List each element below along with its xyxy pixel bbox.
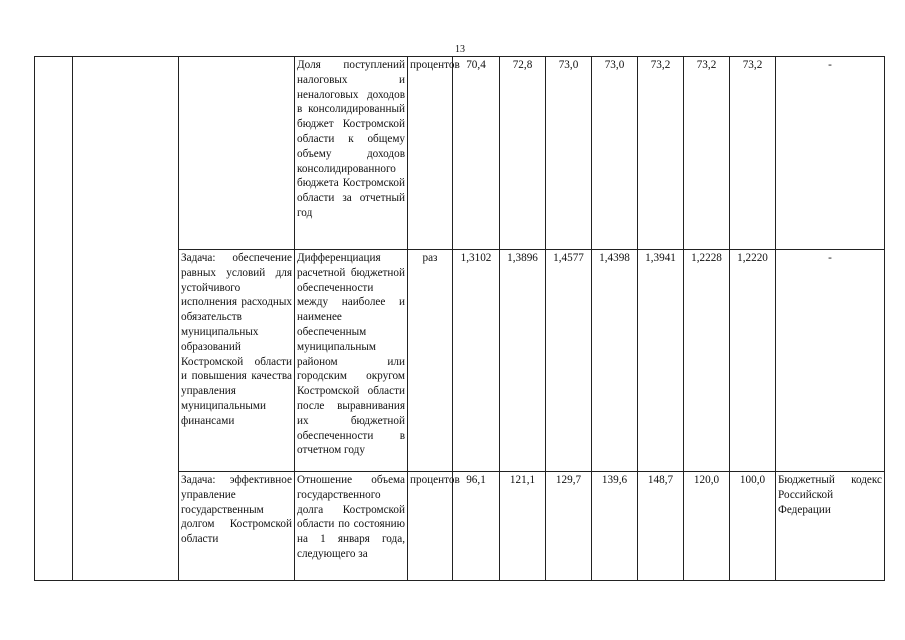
indicator-cell: Дифференциация расчетной бюджетной обеспеченности между наиболее и наименее обеспеченным муниципальным районом или городским округом Костромской области после выравнивания их бюджетной обеспеченности в отчетном году <box>295 250 408 472</box>
unit-cell: процентов <box>408 57 453 250</box>
value-cell: 1,3102 <box>453 250 500 472</box>
value-cell: 73,2 <box>638 57 684 250</box>
value-cell: 1,3896 <box>500 250 546 472</box>
indicator-cell: Отношение объема государственного долга Костромской области по состоянию на 1 января года, следующего за <box>295 472 408 581</box>
task-cell: Задача: эффективное управление государственным долгом Костромской области <box>179 472 295 581</box>
value-cell: 73,0 <box>592 57 638 250</box>
value-cell: 148,7 <box>638 472 684 581</box>
value-cell: 100,0 <box>730 472 776 581</box>
task-cell: Задача: обеспечение равных условий для устойчивого исполнения расходных обязательств муниципальных образований Костромской области и повышения качества управления муниципальными финансами <box>179 250 295 472</box>
indicators-table <box>34 56 885 581</box>
value-cell: 129,7 <box>546 472 592 581</box>
value-cell: 73,2 <box>730 57 776 250</box>
value-cell: 1,2228 <box>684 250 730 472</box>
value-cell: 73,0 <box>546 57 592 250</box>
value-cell: 73,2 <box>684 57 730 250</box>
value-cell: 96,1 <box>453 472 500 581</box>
value-cell: 1,4398 <box>592 250 638 472</box>
unit-cell: процентов <box>408 472 453 581</box>
indicator-cell: Доля поступлений налоговых и неналоговых доходов в консолидированный бюджет Костромской области к общему объему доходов консолидированного бюджета Костромской области за отчетный год <box>295 57 408 250</box>
note-cell: - <box>776 250 885 472</box>
value-cell: 72,8 <box>500 57 546 250</box>
note-cell: - <box>776 57 885 250</box>
unit-cell: раз <box>408 250 453 472</box>
value-cell: 120,0 <box>684 472 730 581</box>
value-cell: 139,6 <box>592 472 638 581</box>
row-number-cell <box>35 57 73 581</box>
task-cell <box>179 57 295 250</box>
value-cell: 70,4 <box>453 57 500 250</box>
value-cell: 121,1 <box>500 472 546 581</box>
value-cell: 1,3941 <box>638 250 684 472</box>
program-name-cell <box>73 57 179 581</box>
page-number: 13 <box>455 44 465 55</box>
value-cell: 1,4577 <box>546 250 592 472</box>
value-cell: 1,2220 <box>730 250 776 472</box>
table-row <box>35 57 885 250</box>
note-cell: Бюджетный кодекс Российской Федерации <box>776 472 885 581</box>
